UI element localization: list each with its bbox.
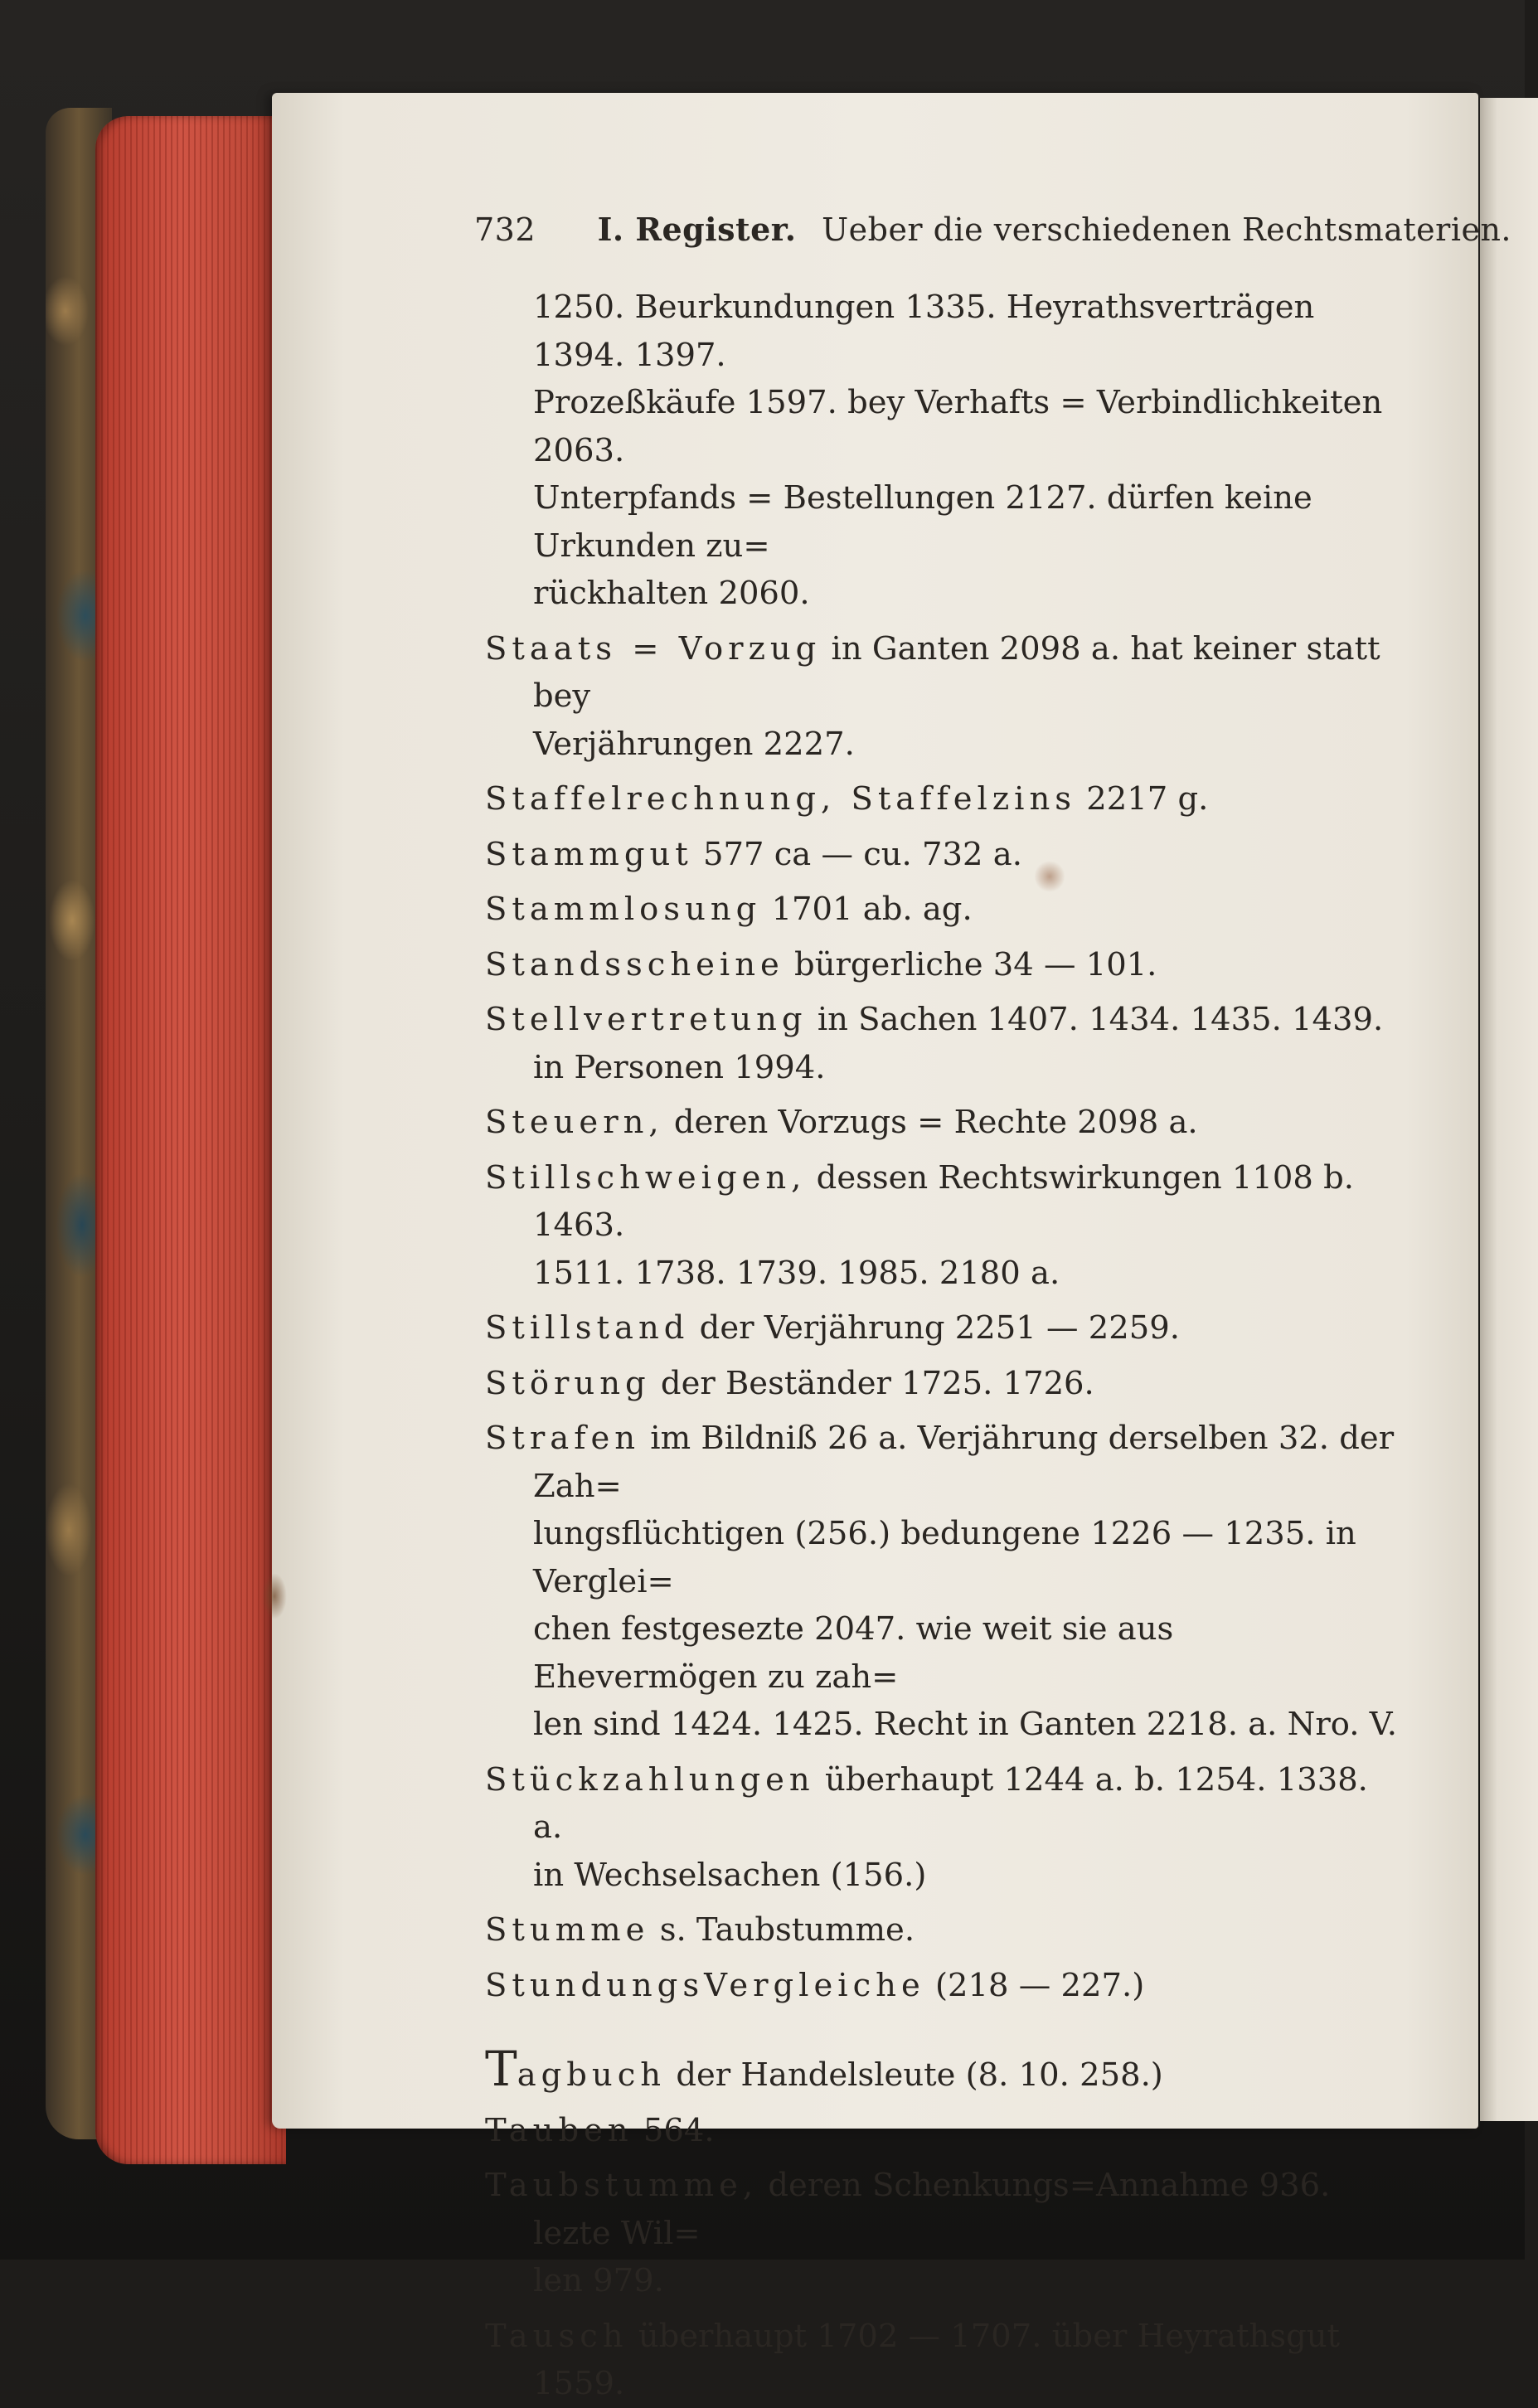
register-entry <box>485 775 1405 823</box>
entry-head: Standsscheine <box>485 945 784 983</box>
entry-text: in Sachen 1407. 1434. 1435. 1439. <box>817 1001 1384 1038</box>
entry-head: Tauben <box>485 2111 633 2149</box>
entry-text: len sind 1424. 1425. Recht in Ganten 2218. a. Nro. V. <box>533 1706 1398 1743</box>
entry-text: 2217 g. <box>1086 780 1209 818</box>
entry-text: der Handelsleute (8. 10. 258.) <box>676 2056 1163 2094</box>
entry-text: in Ganten 2098 a. hat keiner statt bey <box>533 629 1380 715</box>
register-entry <box>485 1756 1405 1900</box>
entry-head: Taubstumme, <box>485 2167 759 2204</box>
register-entry <box>485 1099 1405 1147</box>
register-entry <box>485 996 1405 1091</box>
entry-head: Staffelrechnung, Staffelzins <box>485 780 1076 818</box>
entry-text: s. Taubstumme. <box>659 1911 915 1949</box>
register-entry <box>485 2313 1405 2408</box>
entry-text: 1511. 1738. 1739. 1985. 2180 a. <box>533 1254 1060 1292</box>
entry-head: Stückzahlungen <box>485 1760 815 1799</box>
entry-text: (218 — 227.) <box>934 1966 1145 2004</box>
register-entry <box>485 1304 1405 1352</box>
register-entry <box>485 2041 1405 2100</box>
entry-head: Stillschweigen, <box>485 1158 807 1197</box>
entry-head: Tausch <box>485 2317 628 2355</box>
register-entry <box>485 1906 1405 1954</box>
register-entry <box>485 1962 1405 2010</box>
entry-head: Stammgut <box>485 835 693 873</box>
entry-text: im Bildniß 26 a. Verjährung derselben 32. der Zah= <box>533 1420 1395 1505</box>
text-line: 1250. Beurkundungen 1335. Heyrathsverträgen 1394. 1397. <box>533 289 1315 374</box>
entry-text: überhaupt 1244 a. b. 1254. 1338. a. <box>533 1760 1368 1846</box>
entry-text: Verjährungen 2227. <box>533 725 855 763</box>
register-entry <box>485 1415 1405 1749</box>
running-head-title: Ueber die verschiedenen Rechtsmaterien. <box>822 211 1512 248</box>
entry-head: Stammlosung <box>485 891 762 928</box>
section-gap <box>485 2009 1405 2044</box>
register-text <box>485 284 1405 2408</box>
red-page-edges <box>95 116 286 2164</box>
entry-text: chen festgesezte 2047. wie weit sie aus Ehevermögen zu zah= <box>533 1610 1174 1696</box>
continuation-entry <box>485 284 1405 618</box>
entry-text: überhaupt 1702 — 1707. über Heyrathsgut 1559. <box>533 2317 1341 2402</box>
page-number: 732 <box>474 211 536 248</box>
register-entry <box>485 2107 1405 2155</box>
entry-text: 564. <box>643 2111 715 2149</box>
register-label: I. Register. <box>597 211 797 248</box>
text-line: Prozeßkäufe 1597. bey Verhafts = Verbindlichkeiten 2063. <box>533 384 1383 469</box>
entry-text: der Beständer 1725. 1726. <box>660 1364 1094 1402</box>
register-entry <box>485 831 1405 879</box>
running-head <box>474 211 1512 248</box>
entry-text: len 979. <box>533 2262 664 2299</box>
facing-page-edge <box>1480 98 1538 2121</box>
entry-text: dessen Rechtswirkungen 1108 b. 1463. <box>533 1158 1354 1244</box>
entry-head: Steuern, <box>485 1104 664 1141</box>
entry-text: 1701 ab. ag. <box>771 891 973 928</box>
register-entry <box>485 1360 1405 1408</box>
register-entry <box>485 2162 1405 2305</box>
entry-text: lungsflüchtigen (256.) bedungene 1226 — 1235. in Verglei= <box>533 1515 1356 1600</box>
entry-head: Stillstand <box>485 1309 690 1347</box>
entry-text: 577 ca — cu. 732 a. <box>702 835 1022 873</box>
register-entry <box>485 625 1405 769</box>
entry-head: Stumme <box>485 1911 650 1949</box>
entry-text: der Verjährung 2251 — 2259. <box>699 1309 1180 1347</box>
page-stain <box>262 1573 287 1619</box>
register-entry <box>485 1154 1405 1298</box>
entry-text: in Wechselsachen (156.) <box>533 1856 927 1894</box>
entry-text: in Personen 1994. <box>533 1048 826 1086</box>
text-line: Unterpfands = Bestellungen 2127. dürfen keine Urkunden zu= <box>533 479 1312 565</box>
entry-text: deren Schenkungs=Annahme 936. lezte Wil= <box>533 2167 1331 2252</box>
register-entry <box>485 886 1405 934</box>
register-entry <box>485 941 1405 989</box>
entry-head: Stellvertretung <box>485 1001 808 1038</box>
entry-head: agbuch <box>517 2056 667 2094</box>
entry-text: bürgerliche 34 — 101. <box>794 945 1157 983</box>
section-initial: T <box>485 2041 517 2097</box>
text-line: rückhalten 2060. <box>533 575 810 612</box>
entry-text: deren Vorzugs = Rechte 2098 a. <box>673 1104 1198 1141</box>
entry-head: StundungsVergleiche <box>485 1966 925 2004</box>
entry-head: Strafen <box>485 1420 641 1457</box>
entry-head: Störung <box>485 1364 651 1402</box>
entry-head: Staats = Vorzug <box>485 629 822 668</box>
